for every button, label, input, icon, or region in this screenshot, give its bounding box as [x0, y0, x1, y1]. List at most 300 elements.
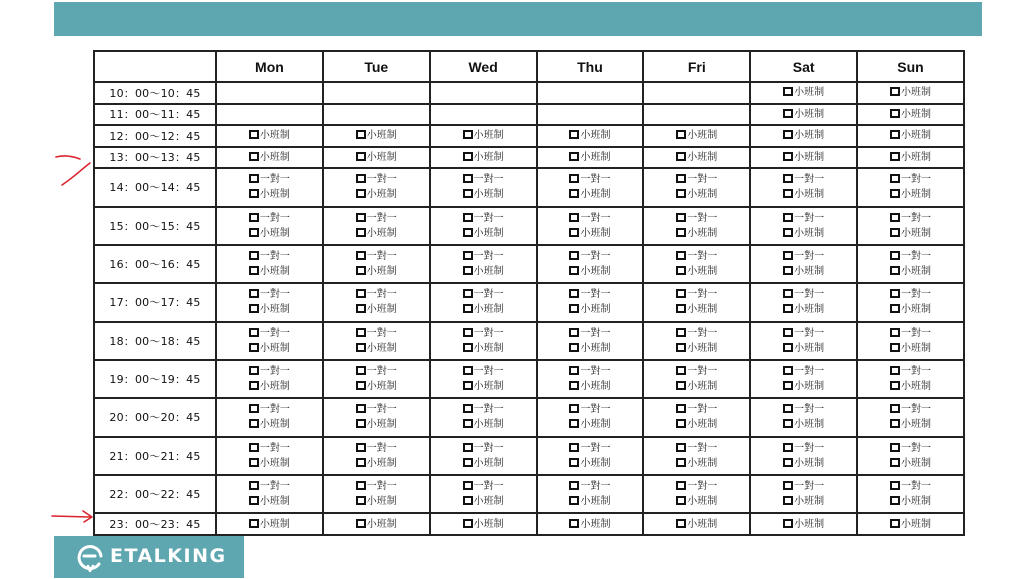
option-small-group[interactable] [644, 302, 749, 317]
option-small-group[interactable] [324, 150, 429, 165]
checkbox-icon[interactable] [569, 174, 579, 183]
option-small-group[interactable] [858, 107, 963, 122]
checkbox-icon[interactable] [783, 228, 793, 237]
option-small-group[interactable] [324, 341, 429, 356]
option-private-lesson[interactable] [538, 211, 643, 226]
option-private-lesson[interactable] [217, 172, 322, 187]
option-small-group[interactable] [431, 226, 536, 241]
option-small-group[interactable] [217, 226, 322, 241]
option-small-group[interactable] [324, 417, 429, 432]
checkbox-icon[interactable] [569, 152, 579, 161]
checkbox-icon[interactable] [890, 304, 900, 313]
option-private-lesson[interactable] [431, 441, 536, 456]
option-small-group[interactable] [538, 517, 643, 532]
checkbox-icon[interactable] [356, 130, 366, 139]
checkbox-icon[interactable] [783, 152, 793, 161]
option-small-group[interactable] [324, 494, 429, 509]
option-private-lesson[interactable] [431, 402, 536, 417]
option-small-group[interactable] [538, 494, 643, 509]
checkbox-icon[interactable] [890, 251, 900, 260]
checkbox-icon[interactable] [463, 130, 473, 139]
option-small-group[interactable] [217, 264, 322, 279]
checkbox-icon[interactable] [783, 266, 793, 275]
option-small-group[interactable] [538, 417, 643, 432]
option-private-lesson[interactable] [858, 287, 963, 302]
checkbox-icon[interactable] [463, 152, 473, 161]
checkbox-icon[interactable] [569, 366, 579, 375]
checkbox-icon[interactable] [249, 481, 259, 490]
checkbox-icon[interactable] [569, 130, 579, 139]
checkbox-icon[interactable] [676, 343, 686, 352]
option-private-lesson[interactable] [538, 402, 643, 417]
checkbox-icon[interactable] [890, 87, 900, 96]
checkbox-icon[interactable] [463, 496, 473, 505]
option-small-group[interactable] [858, 187, 963, 202]
option-private-lesson[interactable] [644, 249, 749, 264]
option-private-lesson[interactable] [431, 249, 536, 264]
option-small-group[interactable] [538, 302, 643, 317]
option-private-lesson[interactable] [538, 287, 643, 302]
checkbox-icon[interactable] [249, 266, 259, 275]
checkbox-icon[interactable] [463, 366, 473, 375]
option-small-group[interactable] [751, 264, 856, 279]
checkbox-icon[interactable] [463, 458, 473, 467]
option-small-group[interactable] [324, 128, 429, 143]
checkbox-icon[interactable] [356, 381, 366, 390]
checkbox-icon[interactable] [783, 174, 793, 183]
checkbox-icon[interactable] [569, 404, 579, 413]
option-private-lesson[interactable] [751, 211, 856, 226]
option-private-lesson[interactable] [217, 249, 322, 264]
option-small-group[interactable] [217, 494, 322, 509]
checkbox-icon[interactable] [463, 328, 473, 337]
checkbox-icon[interactable] [249, 381, 259, 390]
option-private-lesson[interactable] [538, 441, 643, 456]
option-small-group[interactable] [858, 302, 963, 317]
option-private-lesson[interactable] [324, 326, 429, 341]
option-small-group[interactable] [751, 379, 856, 394]
option-private-lesson[interactable] [217, 364, 322, 379]
checkbox-icon[interactable] [676, 251, 686, 260]
option-small-group[interactable] [538, 456, 643, 471]
option-small-group[interactable] [751, 302, 856, 317]
checkbox-icon[interactable] [676, 213, 686, 222]
checkbox-icon[interactable] [356, 251, 366, 260]
checkbox-icon[interactable] [783, 481, 793, 490]
checkbox-icon[interactable] [356, 519, 366, 528]
checkbox-icon[interactable] [890, 174, 900, 183]
option-private-lesson[interactable] [217, 402, 322, 417]
option-small-group[interactable] [644, 417, 749, 432]
option-small-group[interactable] [751, 226, 856, 241]
checkbox-icon[interactable] [356, 496, 366, 505]
option-private-lesson[interactable] [644, 364, 749, 379]
option-private-lesson[interactable] [217, 479, 322, 494]
checkbox-icon[interactable] [890, 152, 900, 161]
checkbox-icon[interactable] [676, 443, 686, 452]
option-small-group[interactable] [217, 187, 322, 202]
option-small-group[interactable] [858, 226, 963, 241]
option-small-group[interactable] [751, 341, 856, 356]
checkbox-icon[interactable] [463, 251, 473, 260]
checkbox-icon[interactable] [249, 443, 259, 452]
option-private-lesson[interactable] [324, 249, 429, 264]
checkbox-icon[interactable] [463, 343, 473, 352]
checkbox-icon[interactable] [249, 130, 259, 139]
option-private-lesson[interactable] [858, 249, 963, 264]
checkbox-icon[interactable] [569, 213, 579, 222]
checkbox-icon[interactable] [249, 496, 259, 505]
checkbox-icon[interactable] [569, 328, 579, 337]
checkbox-icon[interactable] [890, 343, 900, 352]
option-small-group[interactable] [644, 128, 749, 143]
option-private-lesson[interactable] [217, 441, 322, 456]
checkbox-icon[interactable] [249, 189, 259, 198]
checkbox-icon[interactable] [249, 251, 259, 260]
option-small-group[interactable] [644, 379, 749, 394]
option-small-group[interactable] [431, 417, 536, 432]
option-private-lesson[interactable] [324, 172, 429, 187]
option-small-group[interactable] [431, 341, 536, 356]
checkbox-icon[interactable] [783, 213, 793, 222]
checkbox-icon[interactable] [569, 519, 579, 528]
checkbox-icon[interactable] [463, 443, 473, 452]
checkbox-icon[interactable] [783, 419, 793, 428]
option-small-group[interactable] [751, 456, 856, 471]
checkbox-icon[interactable] [249, 174, 259, 183]
option-small-group[interactable] [858, 456, 963, 471]
option-small-group[interactable] [431, 494, 536, 509]
checkbox-icon[interactable] [890, 228, 900, 237]
option-small-group[interactable] [538, 341, 643, 356]
checkbox-icon[interactable] [249, 152, 259, 161]
checkbox-icon[interactable] [356, 443, 366, 452]
checkbox-icon[interactable] [463, 228, 473, 237]
checkbox-icon[interactable] [356, 328, 366, 337]
checkbox-icon[interactable] [463, 381, 473, 390]
checkbox-icon[interactable] [249, 366, 259, 375]
checkbox-icon[interactable] [676, 189, 686, 198]
option-private-lesson[interactable] [858, 326, 963, 341]
checkbox-icon[interactable] [249, 404, 259, 413]
option-small-group[interactable] [858, 150, 963, 165]
option-small-group[interactable] [431, 264, 536, 279]
checkbox-icon[interactable] [249, 289, 259, 298]
checkbox-icon[interactable] [356, 228, 366, 237]
option-private-lesson[interactable] [431, 172, 536, 187]
option-small-group[interactable] [431, 302, 536, 317]
checkbox-icon[interactable] [463, 289, 473, 298]
option-small-group[interactable] [858, 264, 963, 279]
checkbox-icon[interactable] [890, 496, 900, 505]
option-small-group[interactable] [324, 187, 429, 202]
checkbox-icon[interactable] [249, 519, 259, 528]
option-private-lesson[interactable] [858, 479, 963, 494]
checkbox-icon[interactable] [783, 289, 793, 298]
checkbox-icon[interactable] [569, 496, 579, 505]
checkbox-icon[interactable] [676, 266, 686, 275]
option-private-lesson[interactable] [431, 287, 536, 302]
checkbox-icon[interactable] [463, 481, 473, 490]
option-private-lesson[interactable] [858, 364, 963, 379]
checkbox-icon[interactable] [463, 419, 473, 428]
checkbox-icon[interactable] [676, 366, 686, 375]
option-private-lesson[interactable] [324, 441, 429, 456]
option-small-group[interactable] [217, 517, 322, 532]
checkbox-icon[interactable] [783, 343, 793, 352]
option-private-lesson[interactable] [644, 287, 749, 302]
option-small-group[interactable] [217, 341, 322, 356]
checkbox-icon[interactable] [676, 304, 686, 313]
option-small-group[interactable] [217, 128, 322, 143]
option-small-group[interactable] [431, 379, 536, 394]
checkbox-icon[interactable] [676, 328, 686, 337]
option-small-group[interactable] [538, 128, 643, 143]
option-private-lesson[interactable] [538, 249, 643, 264]
option-small-group[interactable] [538, 150, 643, 165]
checkbox-icon[interactable] [783, 109, 793, 118]
checkbox-icon[interactable] [569, 266, 579, 275]
option-private-lesson[interactable] [644, 479, 749, 494]
checkbox-icon[interactable] [249, 228, 259, 237]
option-small-group[interactable] [324, 517, 429, 532]
checkbox-icon[interactable] [569, 443, 579, 452]
checkbox-icon[interactable] [569, 228, 579, 237]
option-small-group[interactable] [644, 494, 749, 509]
option-small-group[interactable] [644, 187, 749, 202]
checkbox-icon[interactable] [890, 189, 900, 198]
option-small-group[interactable] [751, 85, 856, 100]
checkbox-icon[interactable] [890, 481, 900, 490]
option-small-group[interactable] [644, 517, 749, 532]
checkbox-icon[interactable] [249, 458, 259, 467]
checkbox-icon[interactable] [249, 304, 259, 313]
checkbox-icon[interactable] [783, 458, 793, 467]
option-small-group[interactable] [644, 264, 749, 279]
checkbox-icon[interactable] [783, 496, 793, 505]
option-private-lesson[interactable] [324, 211, 429, 226]
checkbox-icon[interactable] [356, 343, 366, 352]
checkbox-icon[interactable] [676, 289, 686, 298]
option-small-group[interactable] [217, 302, 322, 317]
checkbox-icon[interactable] [356, 404, 366, 413]
option-private-lesson[interactable] [858, 441, 963, 456]
checkbox-icon[interactable] [676, 228, 686, 237]
option-small-group[interactable] [858, 85, 963, 100]
checkbox-icon[interactable] [356, 266, 366, 275]
checkbox-icon[interactable] [356, 289, 366, 298]
checkbox-icon[interactable] [356, 189, 366, 198]
checkbox-icon[interactable] [463, 189, 473, 198]
checkbox-icon[interactable] [676, 152, 686, 161]
option-small-group[interactable] [751, 107, 856, 122]
option-small-group[interactable] [217, 456, 322, 471]
option-private-lesson[interactable] [538, 326, 643, 341]
checkbox-icon[interactable] [783, 443, 793, 452]
option-private-lesson[interactable] [751, 479, 856, 494]
option-private-lesson[interactable] [751, 441, 856, 456]
option-small-group[interactable] [751, 417, 856, 432]
option-private-lesson[interactable] [324, 287, 429, 302]
option-private-lesson[interactable] [858, 211, 963, 226]
option-small-group[interactable] [431, 187, 536, 202]
option-private-lesson[interactable] [217, 211, 322, 226]
option-small-group[interactable] [324, 226, 429, 241]
option-small-group[interactable] [751, 150, 856, 165]
checkbox-icon[interactable] [249, 213, 259, 222]
checkbox-icon[interactable] [463, 304, 473, 313]
option-private-lesson[interactable] [324, 479, 429, 494]
checkbox-icon[interactable] [890, 519, 900, 528]
option-private-lesson[interactable] [858, 172, 963, 187]
checkbox-icon[interactable] [569, 189, 579, 198]
option-small-group[interactable] [751, 517, 856, 532]
checkbox-icon[interactable] [676, 174, 686, 183]
option-small-group[interactable] [324, 264, 429, 279]
option-small-group[interactable] [538, 379, 643, 394]
option-private-lesson[interactable] [324, 364, 429, 379]
checkbox-icon[interactable] [463, 404, 473, 413]
checkbox-icon[interactable] [783, 304, 793, 313]
option-small-group[interactable] [644, 456, 749, 471]
checkbox-icon[interactable] [463, 174, 473, 183]
option-small-group[interactable] [324, 456, 429, 471]
checkbox-icon[interactable] [676, 481, 686, 490]
option-private-lesson[interactable] [431, 364, 536, 379]
option-small-group[interactable] [431, 150, 536, 165]
checkbox-icon[interactable] [463, 213, 473, 222]
option-small-group[interactable] [431, 456, 536, 471]
option-private-lesson[interactable] [431, 479, 536, 494]
option-private-lesson[interactable] [644, 402, 749, 417]
checkbox-icon[interactable] [890, 419, 900, 428]
checkbox-icon[interactable] [890, 213, 900, 222]
checkbox-icon[interactable] [676, 404, 686, 413]
checkbox-icon[interactable] [356, 419, 366, 428]
checkbox-icon[interactable] [676, 381, 686, 390]
option-small-group[interactable] [644, 150, 749, 165]
checkbox-icon[interactable] [676, 419, 686, 428]
option-private-lesson[interactable] [431, 211, 536, 226]
checkbox-icon[interactable] [890, 458, 900, 467]
checkbox-icon[interactable] [783, 189, 793, 198]
option-small-group[interactable] [644, 341, 749, 356]
option-private-lesson[interactable] [644, 441, 749, 456]
checkbox-icon[interactable] [890, 366, 900, 375]
option-small-group[interactable] [324, 302, 429, 317]
option-small-group[interactable] [858, 379, 963, 394]
option-small-group[interactable] [751, 187, 856, 202]
checkbox-icon[interactable] [569, 343, 579, 352]
option-small-group[interactable] [858, 128, 963, 143]
checkbox-icon[interactable] [676, 496, 686, 505]
option-small-group[interactable] [324, 379, 429, 394]
checkbox-icon[interactable] [356, 174, 366, 183]
checkbox-icon[interactable] [890, 443, 900, 452]
option-private-lesson[interactable] [751, 249, 856, 264]
checkbox-icon[interactable] [569, 381, 579, 390]
checkbox-icon[interactable] [676, 130, 686, 139]
option-small-group[interactable] [538, 226, 643, 241]
option-small-group[interactable] [431, 128, 536, 143]
option-private-lesson[interactable] [538, 172, 643, 187]
checkbox-icon[interactable] [463, 519, 473, 528]
checkbox-icon[interactable] [569, 304, 579, 313]
checkbox-icon[interactable] [249, 419, 259, 428]
option-small-group[interactable] [858, 417, 963, 432]
option-small-group[interactable] [858, 341, 963, 356]
checkbox-icon[interactable] [569, 289, 579, 298]
option-small-group[interactable] [217, 379, 322, 394]
option-private-lesson[interactable] [858, 402, 963, 417]
checkbox-icon[interactable] [356, 213, 366, 222]
option-private-lesson[interactable] [324, 402, 429, 417]
option-private-lesson[interactable] [538, 364, 643, 379]
checkbox-icon[interactable] [676, 519, 686, 528]
checkbox-icon[interactable] [356, 366, 366, 375]
option-private-lesson[interactable] [644, 211, 749, 226]
checkbox-icon[interactable] [249, 328, 259, 337]
checkbox-icon[interactable] [569, 458, 579, 467]
checkbox-icon[interactable] [356, 481, 366, 490]
checkbox-icon[interactable] [783, 328, 793, 337]
checkbox-icon[interactable] [783, 381, 793, 390]
checkbox-icon[interactable] [890, 381, 900, 390]
option-private-lesson[interactable] [751, 402, 856, 417]
checkbox-icon[interactable] [463, 266, 473, 275]
checkbox-icon[interactable] [783, 366, 793, 375]
checkbox-icon[interactable] [890, 328, 900, 337]
checkbox-icon[interactable] [890, 109, 900, 118]
option-small-group[interactable] [217, 150, 322, 165]
option-private-lesson[interactable] [431, 326, 536, 341]
checkbox-icon[interactable] [783, 404, 793, 413]
option-small-group[interactable] [538, 187, 643, 202]
checkbox-icon[interactable] [356, 152, 366, 161]
checkbox-icon[interactable] [569, 251, 579, 260]
option-small-group[interactable] [858, 494, 963, 509]
option-small-group[interactable] [644, 226, 749, 241]
checkbox-icon[interactable] [783, 130, 793, 139]
option-private-lesson[interactable] [644, 172, 749, 187]
option-private-lesson[interactable] [538, 479, 643, 494]
option-private-lesson[interactable] [751, 172, 856, 187]
checkbox-icon[interactable] [890, 130, 900, 139]
checkbox-icon[interactable] [249, 343, 259, 352]
checkbox-icon[interactable] [783, 87, 793, 96]
checkbox-icon[interactable] [356, 304, 366, 313]
option-private-lesson[interactable] [751, 326, 856, 341]
option-private-lesson[interactable] [644, 326, 749, 341]
option-small-group[interactable] [751, 128, 856, 143]
option-small-group[interactable] [858, 517, 963, 532]
checkbox-icon[interactable] [890, 404, 900, 413]
checkbox-icon[interactable] [569, 481, 579, 490]
option-small-group[interactable] [431, 517, 536, 532]
option-private-lesson[interactable] [217, 287, 322, 302]
checkbox-icon[interactable] [890, 266, 900, 275]
checkbox-icon[interactable] [783, 519, 793, 528]
option-small-group[interactable] [217, 417, 322, 432]
option-private-lesson[interactable] [751, 287, 856, 302]
option-private-lesson[interactable] [751, 364, 856, 379]
option-small-group[interactable] [538, 264, 643, 279]
checkbox-icon[interactable] [783, 251, 793, 260]
checkbox-icon[interactable] [569, 419, 579, 428]
option-small-group[interactable] [751, 494, 856, 509]
checkbox-icon[interactable] [676, 458, 686, 467]
option-private-lesson[interactable] [217, 326, 322, 341]
